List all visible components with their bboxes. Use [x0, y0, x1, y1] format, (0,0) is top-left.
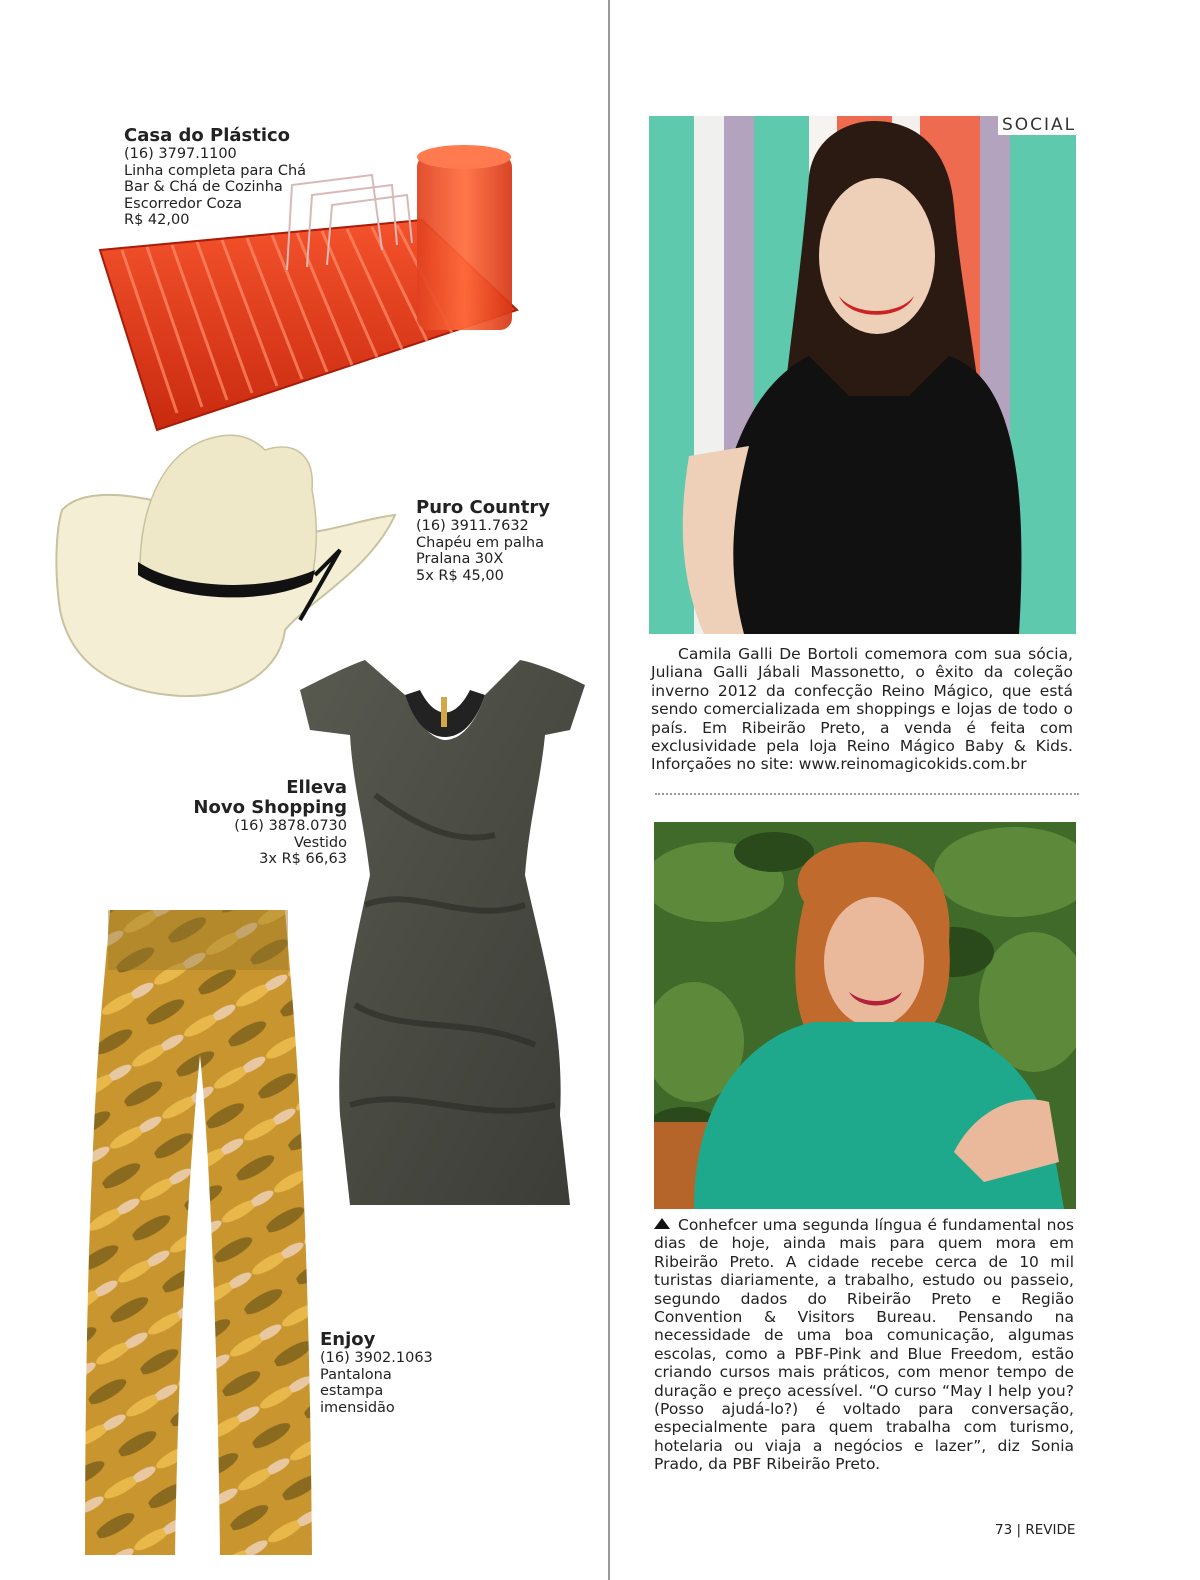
- product-price: 3x R$ 66,63: [259, 851, 347, 867]
- section-label-social: SOCIAL: [998, 115, 1080, 135]
- page-number: 73: [995, 1522, 1013, 1538]
- product-price: 5x R$ 45,00: [416, 567, 504, 584]
- caption-camila: Camila Galli De Bortoli comemora com sua sócia, Juliana Galli Jábali Massonetto, o êxito da coleção inverno 2012 da confecção Reino Mágico, que está sendo comercializada em shoppings e lojas de todo o país. Em Ribeirão Preto, a venda é feita com exclusividade pela loja Reino Mágico Baby & Kids. Inforçaões no site: www.reinomagicokids.com.br: [651, 645, 1073, 774]
- caption-sonia-text: Conhefcer uma segunda língua é fundamental nos dias de hoje, ainda mais para quem mora em Ribeirão Preto. A cidade recebe cerca de 10 mil turistas diariamente, a trabalho, estudo ou passeio, segundo dados do Ribeirão Preto e Região Convention & Visitors Bureau. Pensando na necessidade de uma boa comunicação, algumas escolas, como a PBF-Pink and Blue Freedom, estão criando cursos mais práticos, com menor tempo de duração e preço acessível. “O curso “May I help you? (Posso ajudá-lo?) é voltado para conversação, especialmente para quem trabalha com turismo, hotelaria ou viaja a negócios e lazer”, diz Sonia Prado, da PBF Ribeirão Preto.: [654, 1216, 1074, 1474]
- product-line: Pralana 30X: [416, 551, 504, 567]
- portrait-camila-photo: [649, 116, 1076, 634]
- product-line: Linha completa para Chá: [124, 162, 307, 179]
- product-enjoy: [320, 1330, 433, 1416]
- product-line: Vestido: [293, 834, 347, 851]
- dotted-separator: [655, 793, 1079, 795]
- footer-separator: |: [1016, 1522, 1022, 1538]
- product-phone: (16) 3902.1063: [320, 1350, 433, 1366]
- page-footer: [995, 1522, 1075, 1538]
- product-line: estampa: [320, 1383, 384, 1399]
- product-line: Pantalona: [320, 1366, 392, 1383]
- dress-photo: [295, 645, 595, 1215]
- product-name: Puro Country: [416, 497, 550, 518]
- page-divider: [608, 0, 610, 1580]
- product-line: Escorredor Coza: [124, 195, 242, 212]
- product-phone: (16) 3878.0730: [234, 818, 347, 834]
- product-elleva: [150, 778, 347, 868]
- product-name-line2: Novo Shopping: [193, 797, 347, 818]
- pants-photo: [80, 905, 320, 1565]
- product-line: Bar & Chá de Cozinha: [124, 179, 283, 195]
- product-casa-do-plastico: [124, 126, 306, 229]
- product-puro-country: [416, 498, 550, 584]
- product-line: imensidão: [320, 1399, 395, 1416]
- product-name: Elleva: [286, 777, 347, 798]
- caption-sonia: [654, 1216, 1074, 1474]
- triangle-up-icon: [654, 1218, 670, 1229]
- product-price: R$ 42,00: [124, 212, 190, 228]
- portrait-sonia-photo: [654, 822, 1076, 1209]
- product-phone: (16) 3911.7632: [416, 518, 529, 534]
- product-phone: (16) 3797.1100: [124, 146, 237, 162]
- product-name: Enjoy: [320, 1329, 376, 1350]
- magazine-name: REVIDE: [1025, 1522, 1076, 1538]
- product-name: Casa do Plástico: [124, 125, 291, 146]
- product-line: Chapéu em palha: [416, 534, 544, 551]
